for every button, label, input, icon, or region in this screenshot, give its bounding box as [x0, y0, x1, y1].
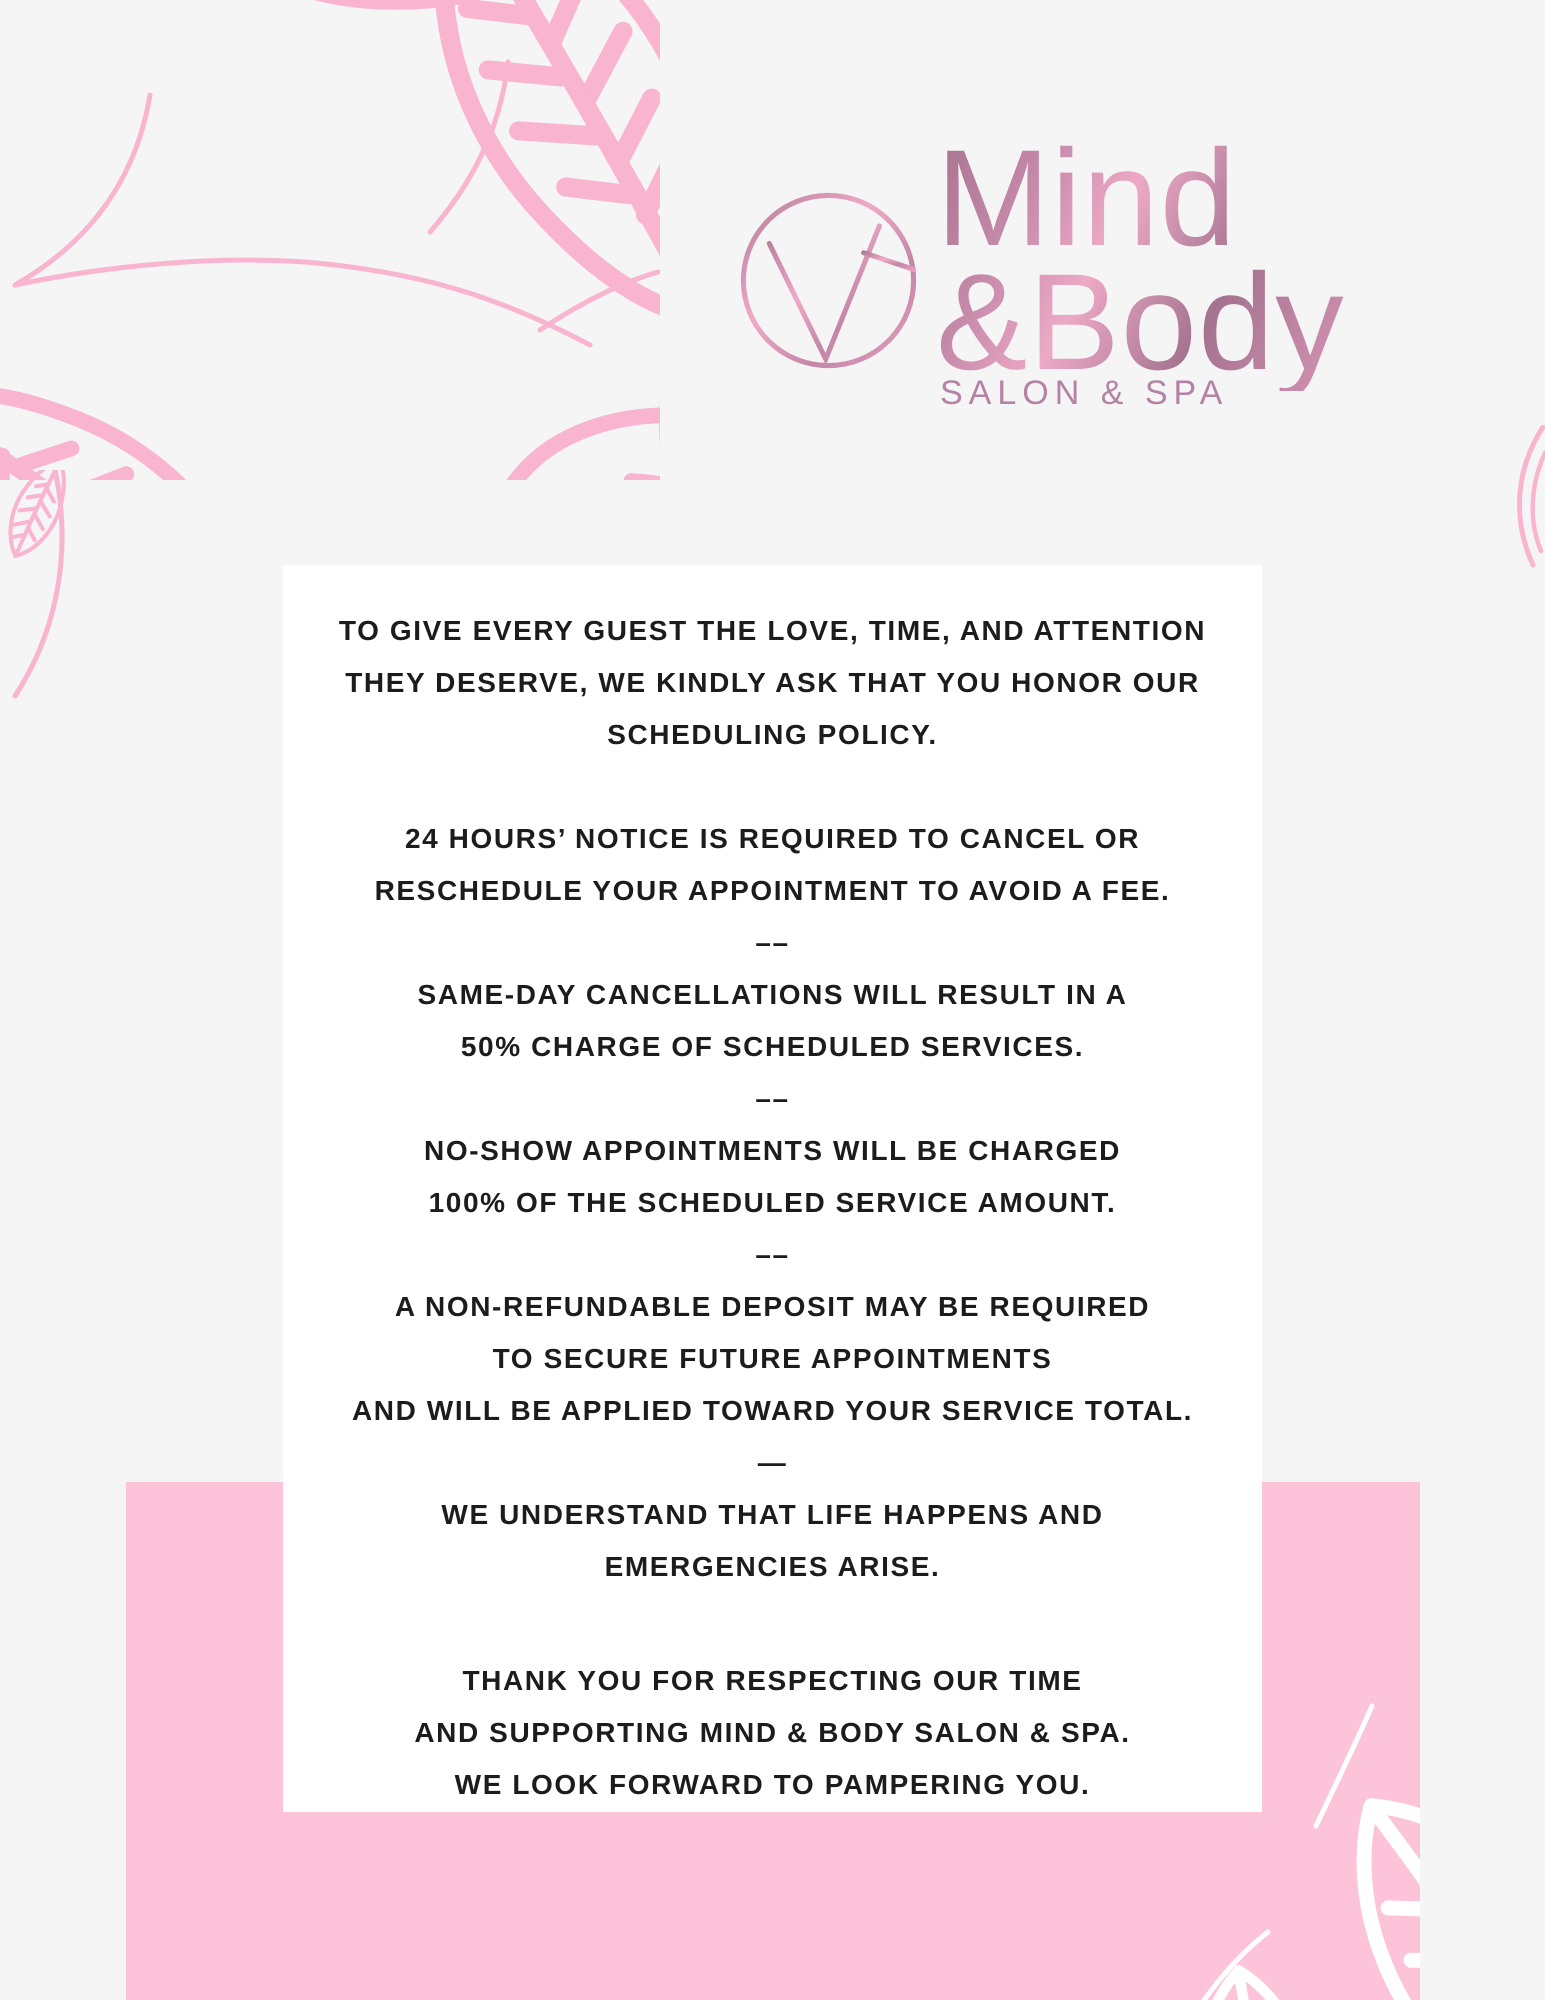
policy-intro-line: SCHEDULING POLICY.: [607, 719, 938, 750]
floral-line-art-top-left-icon: [0, 0, 660, 480]
policy-closing-line: AND SUPPORTING MIND & BODY SALON & SPA.: [414, 1717, 1131, 1748]
policy-understanding-line: EMERGENCIES ARISE.: [604, 1551, 941, 1582]
floral-stem-left-edge-icon: [0, 470, 90, 700]
policy-notice-line: RESCHEDULE YOUR APPOINTMENT TO AVOID A FEE.: [374, 875, 1171, 906]
policy-deposit-line: TO SECURE FUTURE APPOINTMENTS: [492, 1343, 1053, 1374]
section-divider: ––: [755, 1239, 790, 1270]
brand-tagline: SALON & SPA: [940, 374, 1229, 412]
brand-logo: [740, 122, 1345, 430]
brand-name-line2: &Body: [936, 246, 1345, 399]
policy-no-show-line: 100% OF THE SCHEDULED SERVICE AMOUNT.: [428, 1187, 1117, 1218]
floral-fragment-right-edge-icon: [1505, 425, 1545, 575]
logo-monogram-icon: [736, 188, 921, 373]
policy-same-day-line: SAME-DAY CANCELLATIONS WILL RESULT IN A: [417, 979, 1128, 1010]
paragraph-gap: [283, 761, 1262, 813]
policy-no-show-line: NO-SHOW APPOINTMENTS WILL BE CHARGED: [424, 1135, 1121, 1166]
policy-intro-line: TO GIVE EVERY GUEST THE LOVE, TIME, AND ATTENTION: [338, 615, 1207, 646]
policy-closing-line: WE LOOK FORWARD TO PAMPERING YOU.: [454, 1769, 1091, 1800]
section-divider: ––: [755, 927, 790, 958]
policy-understanding-line: WE UNDERSTAND THAT LIFE HAPPENS AND: [441, 1499, 1104, 1530]
policy-notice-line: 24 HOURS’ NOTICE IS REQUIRED TO CANCEL OR: [404, 823, 1141, 854]
section-divider: ––: [755, 1083, 790, 1114]
section-divider: —: [757, 1447, 788, 1478]
paragraph-gap: [283, 1593, 1262, 1655]
brand-name-line1: Mind: [936, 122, 1237, 275]
policy-deposit-line: AND WILL BE APPLIED TOWARD YOUR SERVICE TOTAL.: [351, 1395, 1194, 1426]
policy-same-day-line: 50% CHARGE OF SCHEDULED SERVICES.: [460, 1031, 1085, 1062]
policy-intro-line: THEY DESERVE, WE KINDLY ASK THAT YOU HONOR OUR: [345, 667, 1200, 698]
policy-closing-line: THANK YOU FOR RESPECTING OUR TIME: [462, 1665, 1083, 1696]
policy-deposit-line: A NON-REFUNDABLE DEPOSIT MAY BE REQUIRED: [394, 1291, 1151, 1322]
policy-card: [283, 565, 1262, 1812]
